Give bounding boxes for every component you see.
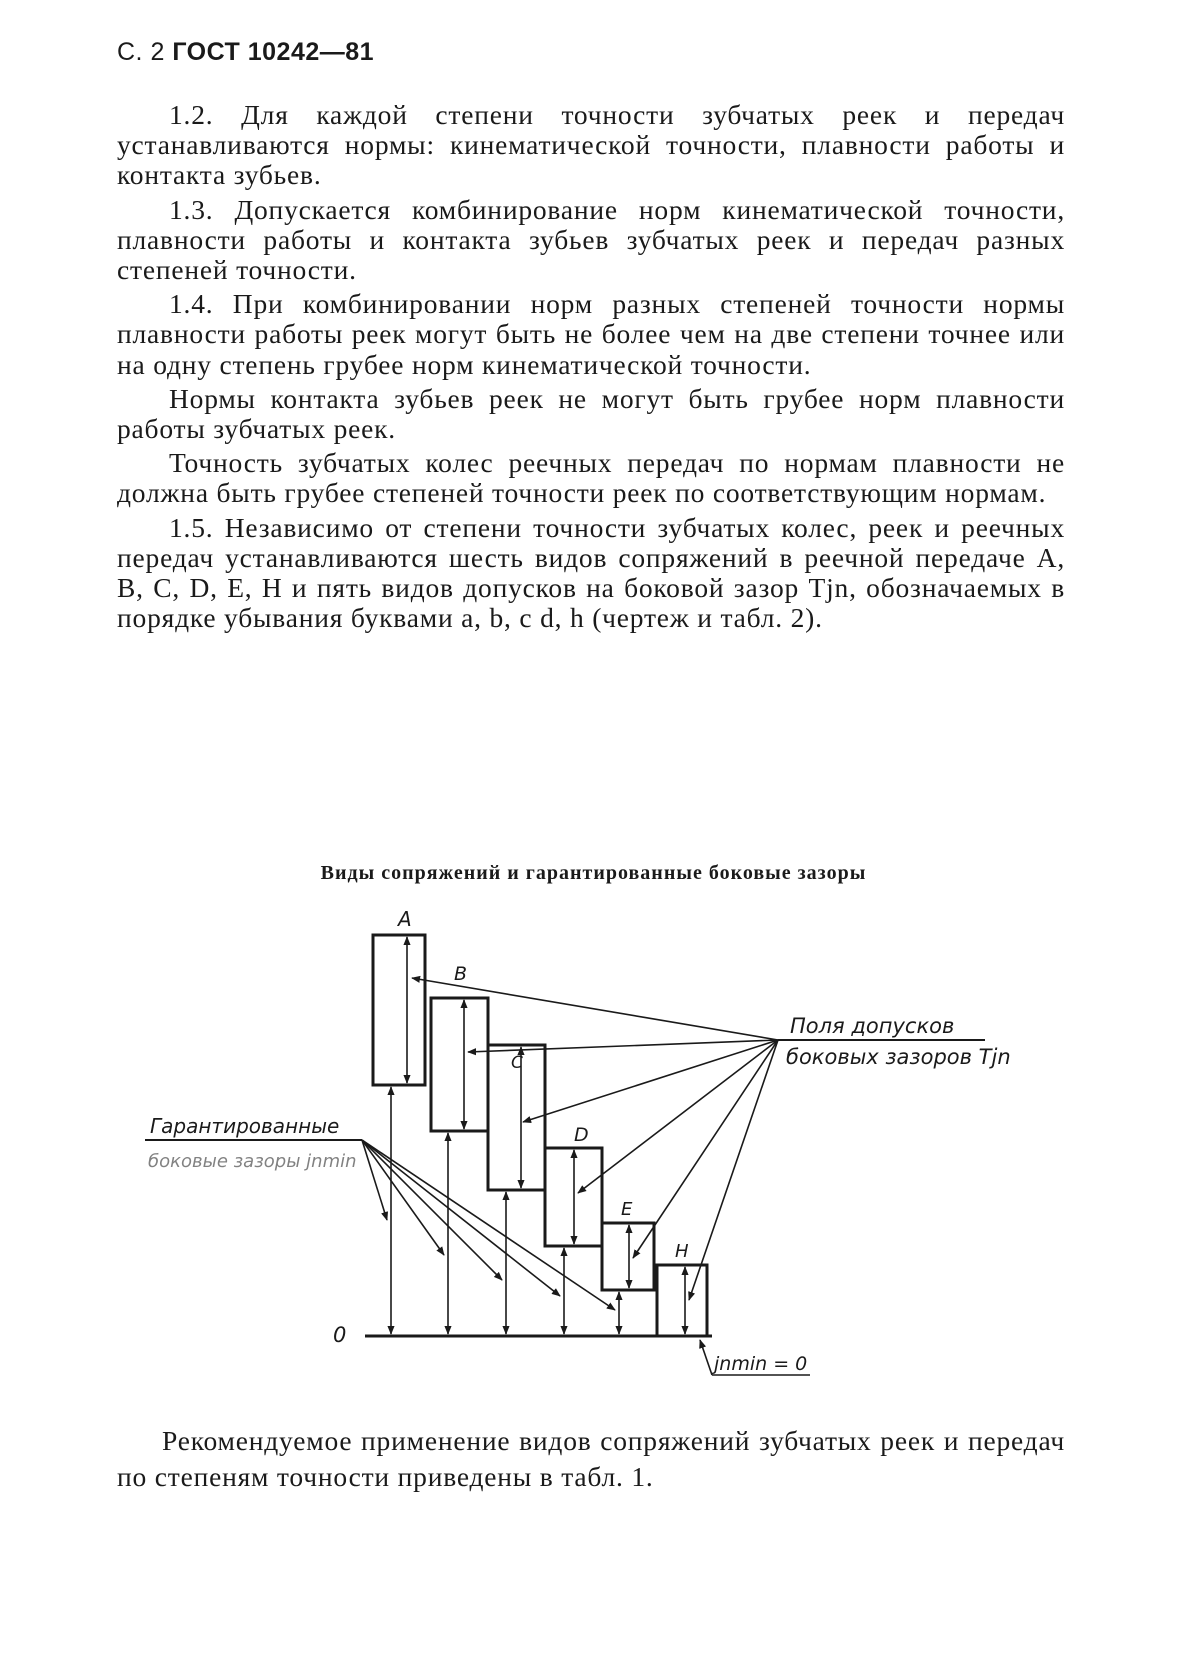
tolerance-leader-arrows <box>412 978 778 1300</box>
guaranteed-label-line-2: боковые зазоры jnmin <box>148 1151 357 1172</box>
tolerance-label-line-1: Поля допусков <box>790 1014 955 1038</box>
closing-paragraph: Рекомендуемое применение видов сопряжений зубчатых реек и передач по степеням точности приведены в табл. 1. <box>117 1425 1065 1492</box>
page-number: С. 2 <box>117 38 165 66</box>
standard-number: ГОСТ 10242—81 <box>172 38 375 66</box>
label-h: H <box>675 1241 689 1262</box>
jnmin-zero-leader <box>700 1340 712 1375</box>
zone-h <box>657 1265 707 1336</box>
label-b: B <box>454 963 468 985</box>
zone-a <box>373 935 425 1085</box>
figure-title: Виды сопряжений и гарантированные боковые зазоры <box>320 862 867 884</box>
paragraph-1-5: 1.5. Независимо от степени точности зубчатых колес, реек и реечных передач устанавливаются шесть видов сопряжений в реечной передаче А, В, С, D, Е, Н и пять видов допусков на боковой зазор Tjn, обозначаемых в порядке убывания буквами a, b, c d, h (чертеж и табл. 2). <box>117 511 1065 634</box>
paragraph-wheels: Точность зубчатых колес реечных передач по нормам плавности не должна быть грубее степеней точности реек по соответствующим нормам. <box>117 447 1065 509</box>
jnmin-zero-label: jnmin = 0 <box>714 1353 808 1375</box>
label-a: A <box>398 907 412 931</box>
paragraph-1-4: 1.4. При комбинировании норм разных степеней точности нормы плавности работы реек могут быть не более чем на две степени точнее или на одну степень грубее норм кинематической точности. <box>117 288 1065 380</box>
zero-label: 0 <box>333 1323 347 1347</box>
paragraph-1-2: 1.2. Для каждой степени точности зубчатых реек и передач устанавливаются нормы: кинематической точности, плавности работы и контакта зубьев. <box>117 99 1065 191</box>
guaranteed-label-line-1: Гарантированные <box>150 1114 340 1138</box>
label-c: C <box>511 1053 523 1073</box>
tolerance-label-line-2: боковых зазоров Tjn <box>786 1045 1011 1069</box>
zone-e <box>602 1223 654 1290</box>
label-e: E <box>621 1199 633 1220</box>
paragraph-contact: Нормы контакта зубьев реек не могут быть грубее норм плавности работы зубчатых реек. <box>117 382 1065 445</box>
paragraph-1-3: 1.3. Допускается комбинирование норм кинематической точности, плавности работы и контакта зубьев зубчатых реек и передач разных степеней точности. <box>117 193 1065 286</box>
closing-text <box>117 1423 1065 1499</box>
zone-b <box>431 998 488 1131</box>
label-d: D <box>574 1124 589 1146</box>
